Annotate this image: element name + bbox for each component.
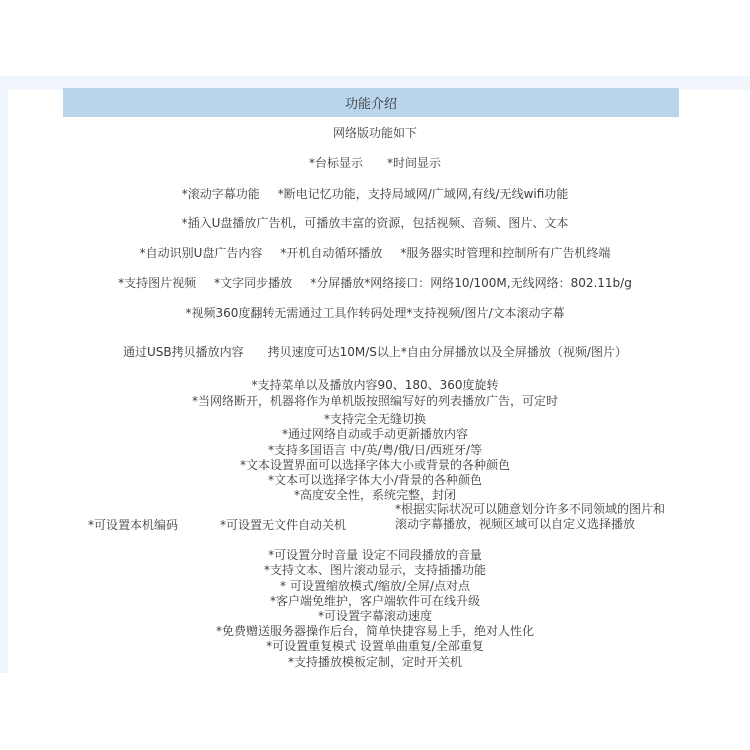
feature-intro: 网络版功能如下 xyxy=(332,126,417,140)
feature-line xyxy=(0,376,750,393)
feature-line xyxy=(0,343,750,360)
feature-item: *文字同步播放 xyxy=(214,276,293,290)
feature-item: *插入U盘播放广告机，可播放丰富的资源，包括视频、音频、图片、文本 xyxy=(181,216,569,230)
feature-item: *客户端免维护，客户端软件可在线升级 xyxy=(269,594,480,608)
feature-item: 拷贝速度可达10M/S以上*自由分屏播放以及全屏播放（视频/图片） xyxy=(267,345,627,359)
feature-item: * 可设置缩放模式/缩放/全屏/点对点 xyxy=(280,579,470,593)
feature-line xyxy=(0,637,750,654)
feature-line xyxy=(0,486,750,503)
feature-item: *支持播放模板定制，定时开关机 xyxy=(287,655,462,669)
feature-item: *支持菜单以及播放内容90、180、360度旋转 xyxy=(251,378,499,392)
feature-item: *支持多国语言 中/英/粤/俄/日/西班牙/等 xyxy=(267,443,483,457)
feature-item: *免费赠送服务器操作后台，简单快捷容易上手，绝对人性化 xyxy=(215,624,534,638)
feature-item: *可设置无文件自动关机 xyxy=(220,518,347,532)
feature-line xyxy=(0,154,750,171)
feature-line xyxy=(0,124,750,141)
feature-item: *可设置本机编码 xyxy=(88,518,179,532)
feature-line xyxy=(0,185,750,202)
feature-item: *文本可以选择字体大小/背景的各种颜色 xyxy=(267,473,483,487)
feature-item: *视频360度翻转无需通过工具作转码处理*支持视频/图片/文本滚动字幕 xyxy=(185,306,565,320)
feature-line xyxy=(0,392,750,409)
feature-item: *服务器实时管理和控制所有广告机终端 xyxy=(400,246,611,260)
feature-line xyxy=(0,653,750,670)
feature-row-three-column xyxy=(0,502,750,550)
feature-item: *文本设置界面可以选择字体大小或背景的各种颜色 xyxy=(239,458,510,472)
feature-item: *高度安全性，系统完整，封闭 xyxy=(293,488,456,502)
feature-line xyxy=(0,244,750,261)
feature-item: *可设置字幕滚动速度 xyxy=(317,609,432,623)
feature-item: *可设置重复模式 设置单曲重复/全部重复 xyxy=(266,639,484,653)
feature-item: *可设置分时音量 设定不同段播放的音量 xyxy=(268,548,482,562)
feature-item: 通过USB拷贝播放内容 xyxy=(123,345,244,359)
feature-item: *开机自动循环播放 xyxy=(280,246,383,260)
feature-item: *分屏播放*网络接口：网络10/100M,无线网络：802.11b/g xyxy=(310,276,632,290)
feature-item: *根据实际状况可以随意划分许多不同领域的图片和滚动字幕播放，视频区域可以自定义选择播放 xyxy=(395,502,666,531)
feature-line xyxy=(0,274,750,291)
feature-line xyxy=(0,425,750,442)
feature-item: *断电记忆功能，支持局域网/广域网,有线/无线wifi功能 xyxy=(277,187,569,201)
section-title: 功能介绍 xyxy=(344,97,397,112)
feature-item: *支持文本、图片滚动显示，支持插播功能 xyxy=(263,563,486,577)
feature-item: *当网络断开，机器将作为单机版按照编写好的列表播放广告，可定时 xyxy=(191,394,558,408)
feature-item: *时间显示 xyxy=(387,156,442,170)
feature-line xyxy=(0,304,750,321)
feature-item: *自动识别U盘广告内容 xyxy=(139,246,263,260)
feature-item: *台标显示 xyxy=(308,156,363,170)
section-header xyxy=(63,88,679,117)
feature-item: *通过网络自动或手动更新播放内容 xyxy=(281,427,468,441)
feature-line xyxy=(0,214,750,231)
feature-item: *支持图片视频 xyxy=(118,276,197,290)
feature-item: *支持完全无缝切换 xyxy=(323,412,426,426)
feature-line xyxy=(0,561,750,578)
feature-item: *滚动字幕功能 xyxy=(181,187,260,201)
